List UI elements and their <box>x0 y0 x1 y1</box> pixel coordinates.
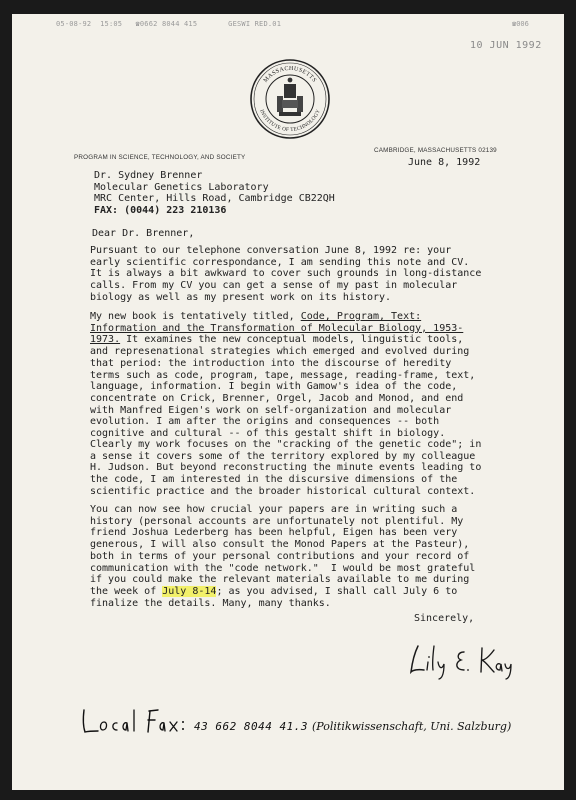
text-line: early scientific correspondance, I am sending this note and CV. <box>90 256 470 268</box>
handwritten-fax-note <box>80 702 560 742</box>
salutation: Dear Dr. Brenner, <box>92 228 195 239</box>
text-line: terms such as code, program, tape, message, reading-frame, text, <box>90 369 476 381</box>
text-line: with Manfred Eigen's work on self-organization and molecular <box>90 404 452 416</box>
text-line: both in terms of your personal contributions and your record of <box>90 550 470 562</box>
paragraph-3 <box>90 439 481 498</box>
text-line: friend Joshua Lederberg has been helpful, Eigen has been very <box>90 527 458 539</box>
address-line: Dr. Sydney Brenner <box>94 170 203 181</box>
book-title: Code, Program, Text: <box>300 311 422 322</box>
text-line: evolution. I am after the origins and consequences -- both <box>90 416 440 428</box>
text-line: and represenational strategies which emerged and evolved during <box>90 346 470 358</box>
text-line: finalize the details. Many, many thanks. <box>90 597 331 609</box>
text-line: cognitive and cultural -- of this gestalt shift in biology. <box>90 428 446 440</box>
text-segment: the week of <box>90 585 163 597</box>
book-title: Information and the Transformation of Molecular Biology, 1953- <box>90 322 464 334</box>
text-line: language, information. I begin with Gamow's idea of the code, <box>90 381 458 393</box>
seal-text-top: MASSACHUSETTS <box>262 65 318 84</box>
mit-seal-logo <box>249 58 331 140</box>
text-segment: My new book is tentatively titled, <box>90 311 301 322</box>
letterhead-program: PROGRAM IN SCIENCE, TECHNOLOGY, AND SOCIETY <box>74 154 246 161</box>
text-line: H. Judson. But beyond reconstructing the minute events leading to <box>90 462 482 474</box>
text-line: concentrate on Crick, Brenner, Orgel, Jacob and Monod, and end <box>90 392 464 404</box>
text-line: communication with the "code network." I would be most grateful <box>90 562 476 574</box>
text-line: scientific practice and the broader historical cultural context. <box>90 485 476 497</box>
text-line: if you could make the relevant materials available to me during <box>90 574 470 586</box>
recipient-address <box>94 170 335 217</box>
text-line: a sense it covers some of the territory explored by my colleague <box>90 450 476 462</box>
fax-transmission-header: 05-08-92 15:05 ☎0662 8044 415 GESWI RED.01 <box>56 20 282 28</box>
svg-text:43 662 8044 41.3: 43 662 8044 41.3 <box>194 720 308 733</box>
text-line: the code, I am interested in the discursive dimensions of the <box>90 474 458 486</box>
handwritten-signature <box>404 640 514 680</box>
paragraph-4 <box>90 504 475 609</box>
letter-date: June 8, 1992 <box>408 157 481 168</box>
seal-text-bottom: INSTITUTE OF TECHNOLOGY <box>258 108 322 134</box>
paragraph-1 <box>90 245 481 304</box>
text-line: biology as well as my present work on its history. <box>90 291 392 303</box>
letterhead-city: CAMBRIDGE, MASSACHUSETTS 02139 <box>374 147 497 154</box>
text-line <box>90 311 475 323</box>
text-line: calls. From my CV you can get a sense of my past in molecular <box>90 280 458 292</box>
text-segment: ; as you advised, I shall call July 6 to <box>216 585 458 597</box>
closing: Sincerely, <box>414 613 475 624</box>
text-line: It is always a bit awkward to cover such grounds in long-distance <box>90 268 482 280</box>
text-line: history (personal accounts are unfortunately not plentiful. My <box>90 515 464 527</box>
address-line: Molecular Genetics Laboratory <box>94 181 269 193</box>
fax-page-marker: ☎006 <box>512 20 529 28</box>
text-line: Pursuant to our telephone conversation June 8, 1992 re: your <box>90 245 452 256</box>
text-line <box>90 334 475 346</box>
svg-text:(Politikwissenschaft, Uni. Sal: (Politikwissenschaft, Uni. Salzburg) <box>312 720 512 733</box>
text-line <box>90 586 475 598</box>
address-line: FAX: (0044) 223 210136 <box>94 205 227 217</box>
paragraph-2 <box>90 311 475 440</box>
text-segment: It examines the new conceptual models, linguistic tools, <box>120 334 464 346</box>
book-title: 1973. <box>90 334 121 346</box>
highlighted-dates: July 8-14 <box>162 585 217 597</box>
text-line: that period: the introduction into the discourse of heredity <box>90 357 452 369</box>
text-line <box>90 323 475 335</box>
text-line: You can now see how crucial your papers are in writing such a <box>90 504 458 515</box>
text-line: generous, I will also consult the Monod Papers at the Pasteur), <box>90 539 470 551</box>
address-line: MRC Center, Hills Road, Cambridge CB22QH <box>94 193 335 205</box>
received-date-stamp: 10 JUN 1992 <box>470 40 542 51</box>
text-line: Clearly my work focuses on the "cracking of the genetic code"; in <box>90 439 482 450</box>
